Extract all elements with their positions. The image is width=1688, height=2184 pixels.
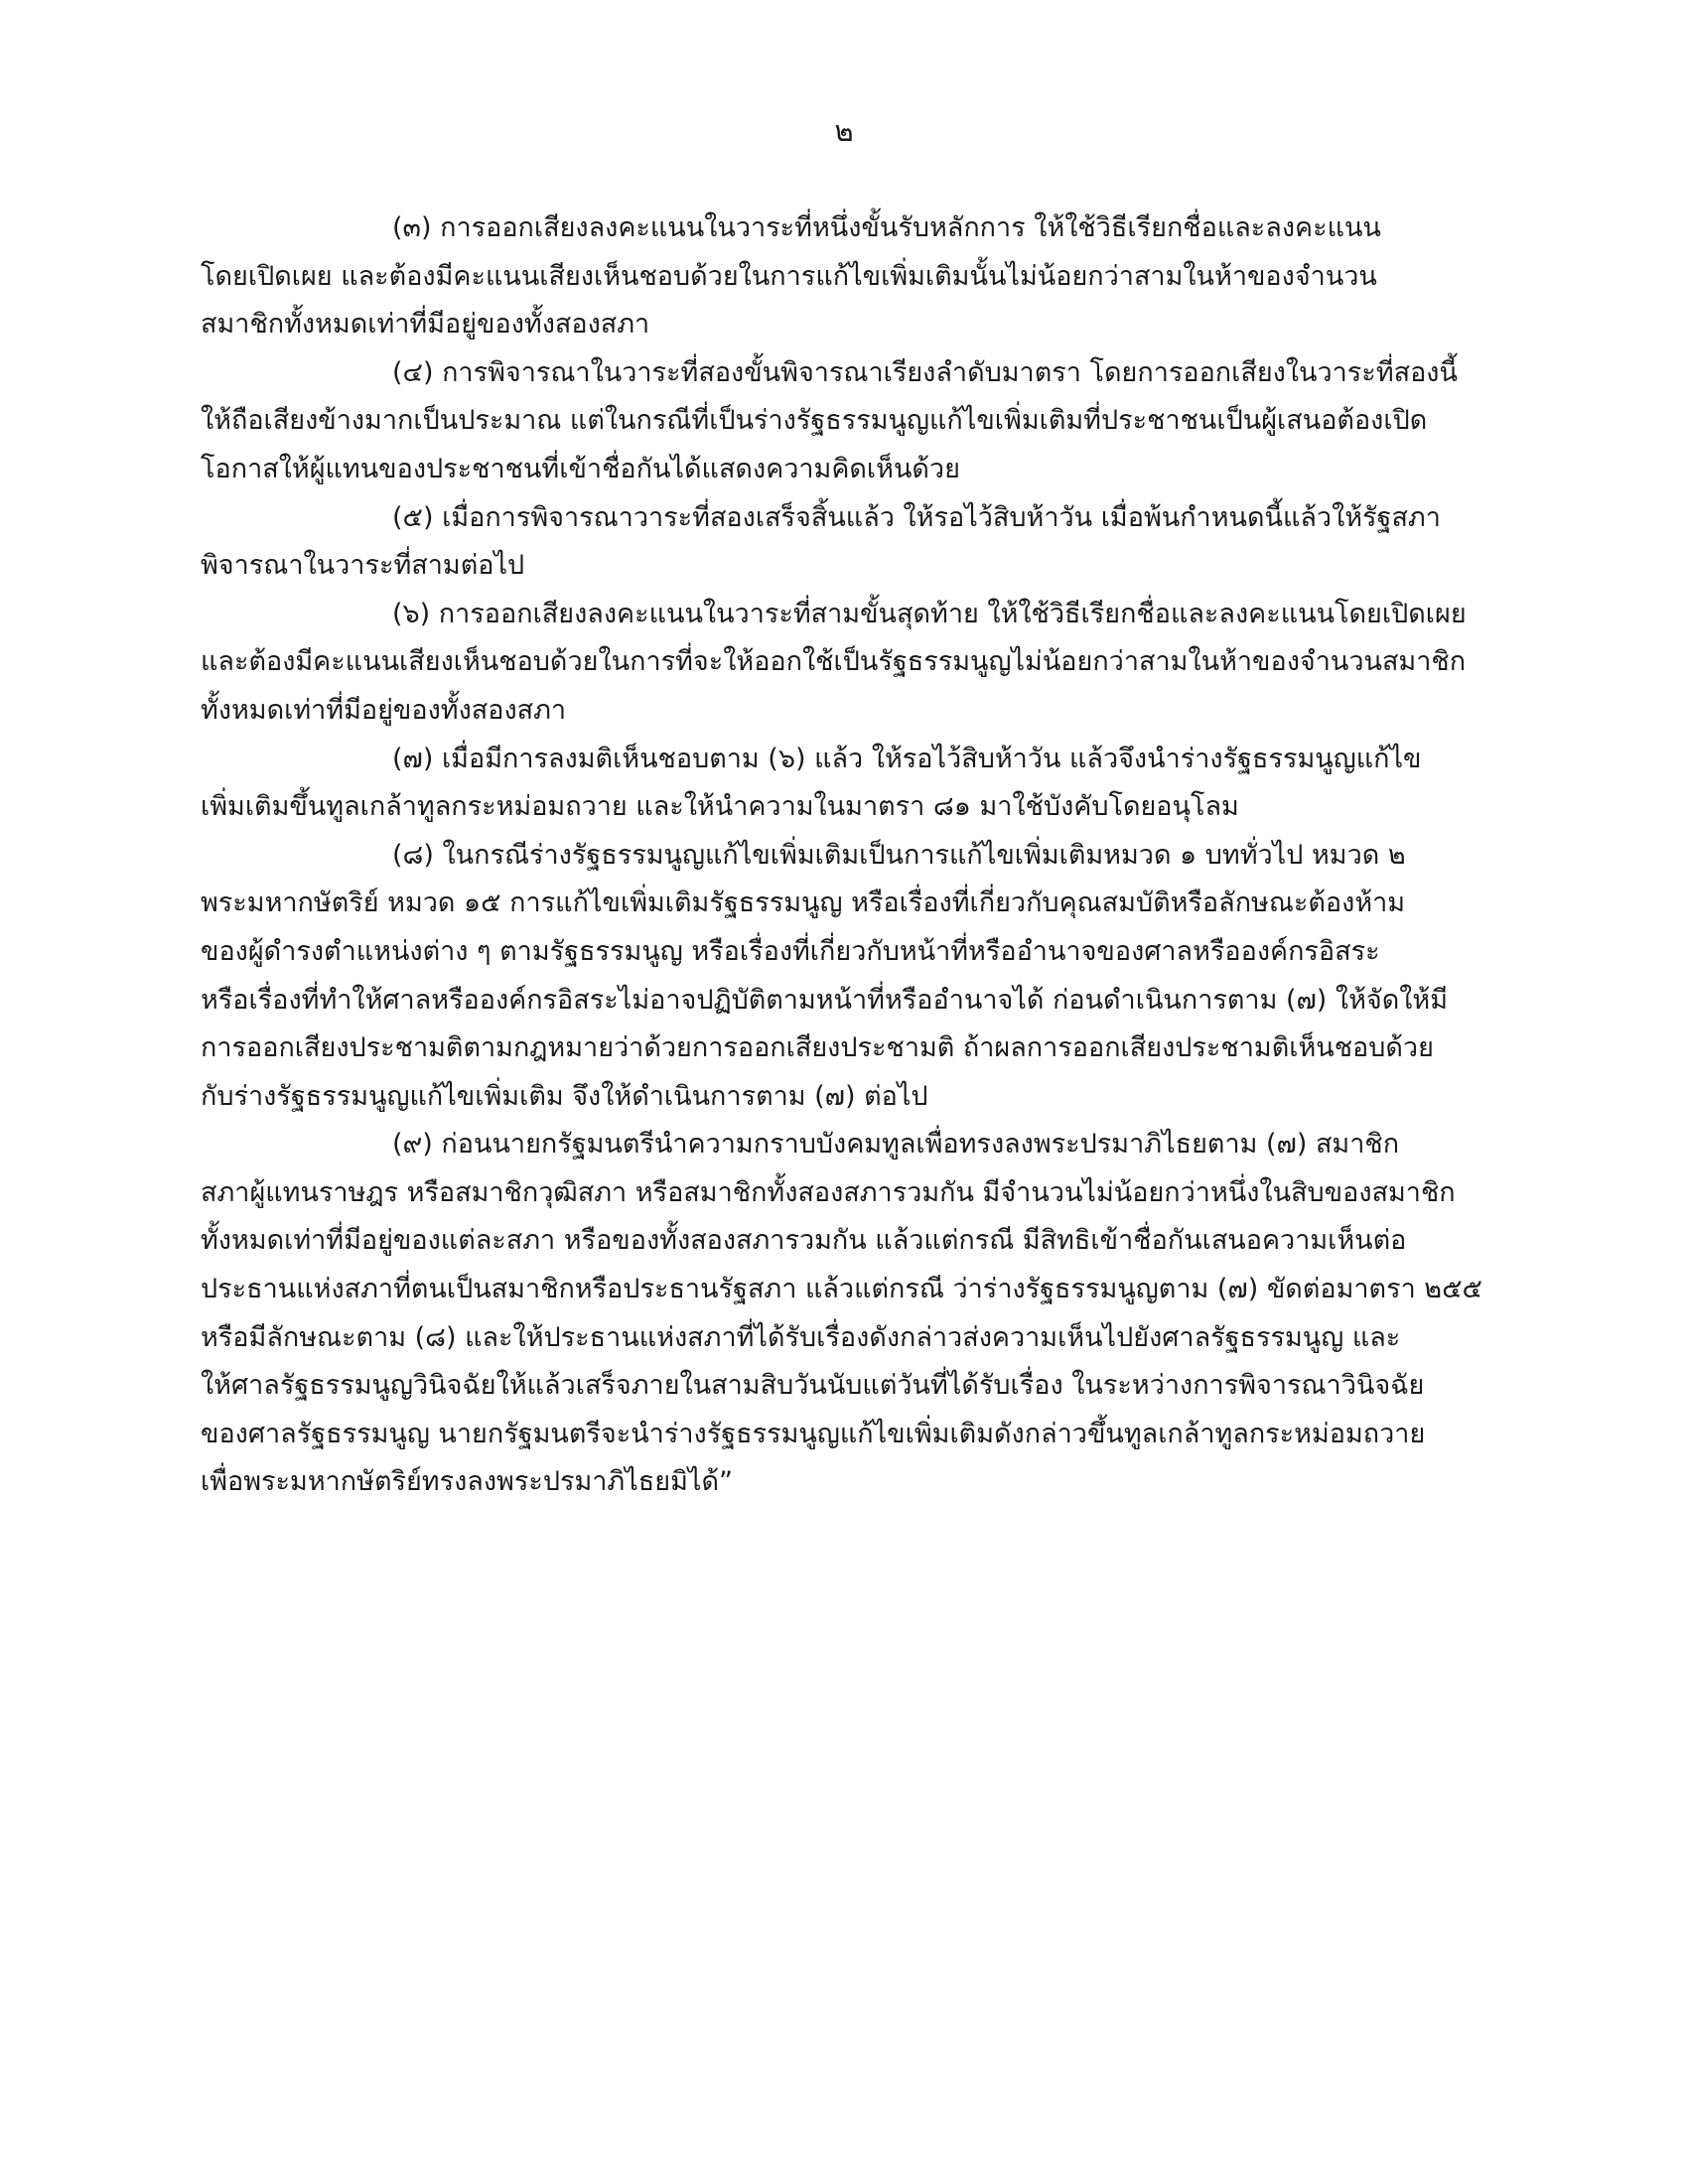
text-line: ของผู้ดำรงตำแหน่งต่าง ๆ ตามรัฐธรรมนูญ หรือเรื่องที่เกี่ยวกับหน้าที่หรืออำนาจของศาลหรือองค์กรอิสระ <box>201 935 1380 967</box>
document-body <box>201 205 1491 1507</box>
page-number: ๒ <box>834 114 854 148</box>
text-line: พระมหากษัตริย์ หมวด ๑๕ การแก้ไขเพิ่มเติมรัฐธรรมนูญ หรือเรื่องที่เกี่ยวกับคุณสมบัติหรือลักษณะต้องห้าม <box>201 887 1406 919</box>
text-line: โอกาสให้ผู้แทนของประชาชนที่เข้าชื่อกันได้แสดงความคิดเห็นด้วย <box>201 453 960 484</box>
text-line: หรือเรื่องที่ทำให้ศาลหรือองค์กรอิสระไม่อาจปฏิบัติตามหน้าที่หรืออำนาจได้ ก่อนดำเนินการตาม (๗) ให้จัดให้มี <box>201 984 1449 1016</box>
text-line: สภาผู้แทนราษฎร หรือสมาชิกวุฒิสภา หรือสมาชิกทั้งสองสภารวมกัน มีจำนวนไม่น้อยกว่าหนึ่งในสิบของสมาชิก <box>201 1176 1456 1208</box>
text-line: (๙) ก่อนนายกรัฐมนตรีนำความกราบบังคมทูลเพื่อทรงลงพระปรมาภิไธยตาม (๗) สมาชิก <box>392 1129 1400 1160</box>
text-line: ประธานแห่งสภาที่ตนเป็นสมาชิกหรือประธานรัฐสภา แล้วแต่กรณี ว่าร่างรัฐธรรมนูญตาม (๗) ขัดต่อมาตรา ๒๕๕ <box>201 1274 1482 1305</box>
text-line: หรือมีลักษณะตาม (๘) และให้ประธานแห่งสภาที่ได้รับเรื่องดังกล่าวส่งความเห็นไปยังศาลรัฐธรรมนูญ และ <box>201 1321 1401 1353</box>
text-line: เพิ่มเติมขึ้นทูลเกล้าทูลกระหม่อมถวาย และให้นำความในมาตรา ๘๑ มาใช้บังคับโดยอนุโลม <box>201 791 1239 823</box>
paragraph-4 <box>201 349 1491 494</box>
text-line: (๗) เมื่อมีการลงมติเห็นชอบตาม (๖) แล้ว ให้รอไว้สิบห้าวัน แล้วจึงนำร่างรัฐธรรมนูญแก้ไข <box>392 743 1422 774</box>
paragraph-3 <box>201 205 1491 349</box>
paragraph-6 <box>201 591 1491 736</box>
text-line: ทั้งหมดเท่าที่มีอยู่ของทั้งสองสภา <box>201 694 567 726</box>
paragraph-9 <box>201 1121 1491 1507</box>
text-line: ให้ถือเสียงข้างมากเป็นประมาณ แต่ในกรณีที่เป็นร่างรัฐธรรมนูญแก้ไขเพิ่มเติมที่ประชาชนเป็นผู้เสนอต้องเปิด <box>201 405 1428 437</box>
text-line: (๖) การออกเสียงลงคะแนนในวาระที่สามขั้นสุดท้าย ให้ใช้วิธีเรียกชื่อและลงคะแนนโดยเปิดเผย <box>392 598 1467 629</box>
text-line: การออกเสียงประชามติตามกฎหมายว่าด้วยการออกเสียงประชามติ ถ้าผลการออกเสียงประชามติเห็นชอบด้วย <box>201 1032 1434 1064</box>
text-line: พิจารณาในวาระที่สามต่อไป <box>201 550 525 582</box>
text-line: (๓) การออกเสียงลงคะแนนในวาระที่หนึ่งขั้นรับหลักการ ให้ใช้วิธีเรียกชื่อและลงคะแนน <box>392 212 1381 243</box>
text-line: ให้ศาลรัฐธรรมนูญวินิจฉัยให้แล้วเสร็จภายในสามสิบวันนับแต่วันที่ได้รับเรื่อง ในระหว่างการพิจารณาวินิจฉัย <box>201 1370 1425 1402</box>
text-line: กับร่างรัฐธรรมนูญแก้ไขเพิ่มเติม จึงให้ดำเนินการตาม (๗) ต่อไป <box>201 1080 928 1112</box>
text-line: โดยเปิดเผย และต้องมีคะแนนเสียงเห็นชอบด้วยในการแก้ไขเพิ่มเติมนั้นไม่น้อยกว่าสามในห้าของจำนวน <box>201 260 1377 292</box>
text-line: (๔) การพิจารณาในวาระที่สองขั้นพิจารณาเรียงลำดับมาตรา โดยการออกเสียงในวาระที่สองนี้ <box>392 356 1458 388</box>
paragraph-8 <box>201 832 1491 1122</box>
text-line: (๕) เมื่อการพิจารณาวาระที่สองเสร็จสิ้นแล้ว ให้รอไว้สิบห้าวัน เมื่อพ้นกำหนดนี้แล้วให้รัฐสภา <box>392 501 1441 533</box>
text-line: (๘) ในกรณีร่างรัฐธรรมนูญแก้ไขเพิ่มเติมเป็นการแก้ไขเพิ่มเติมหมวด ๑ บททั่วไป หมวด ๒ <box>392 839 1406 871</box>
text-line: เพื่อพระมหากษัตริย์ทรงลงพระปรมาภิไธยมิได้” <box>201 1466 733 1498</box>
text-line: ทั้งหมดเท่าที่มีอยู่ของแต่ละสภา หรือของทั้งสองสภารวมกัน แล้วแต่กรณี มีสิทธิเข้าชื่อกันเสนอความเห็นต่อ <box>201 1225 1407 1257</box>
text-line: ของศาลรัฐธรรมนูญ นายกรัฐมนตรีจะนำร่างรัฐธรรมนูญแก้ไขเพิ่มเติมดังกล่าวขึ้นทูลเกล้าทูลกระหม่อมถวาย <box>201 1418 1426 1449</box>
text-line: และต้องมีคะแนนเสียงเห็นชอบด้วยในการที่จะให้ออกใช้เป็นรัฐธรรมนูญไม่น้อยกว่าสามในห้าของจำนวนสมาชิก <box>201 646 1467 678</box>
paragraph-5 <box>201 494 1491 591</box>
text-line: สมาชิกทั้งหมดเท่าที่มีอยู่ของทั้งสองสภา <box>201 309 650 341</box>
paragraph-7 <box>201 736 1491 832</box>
